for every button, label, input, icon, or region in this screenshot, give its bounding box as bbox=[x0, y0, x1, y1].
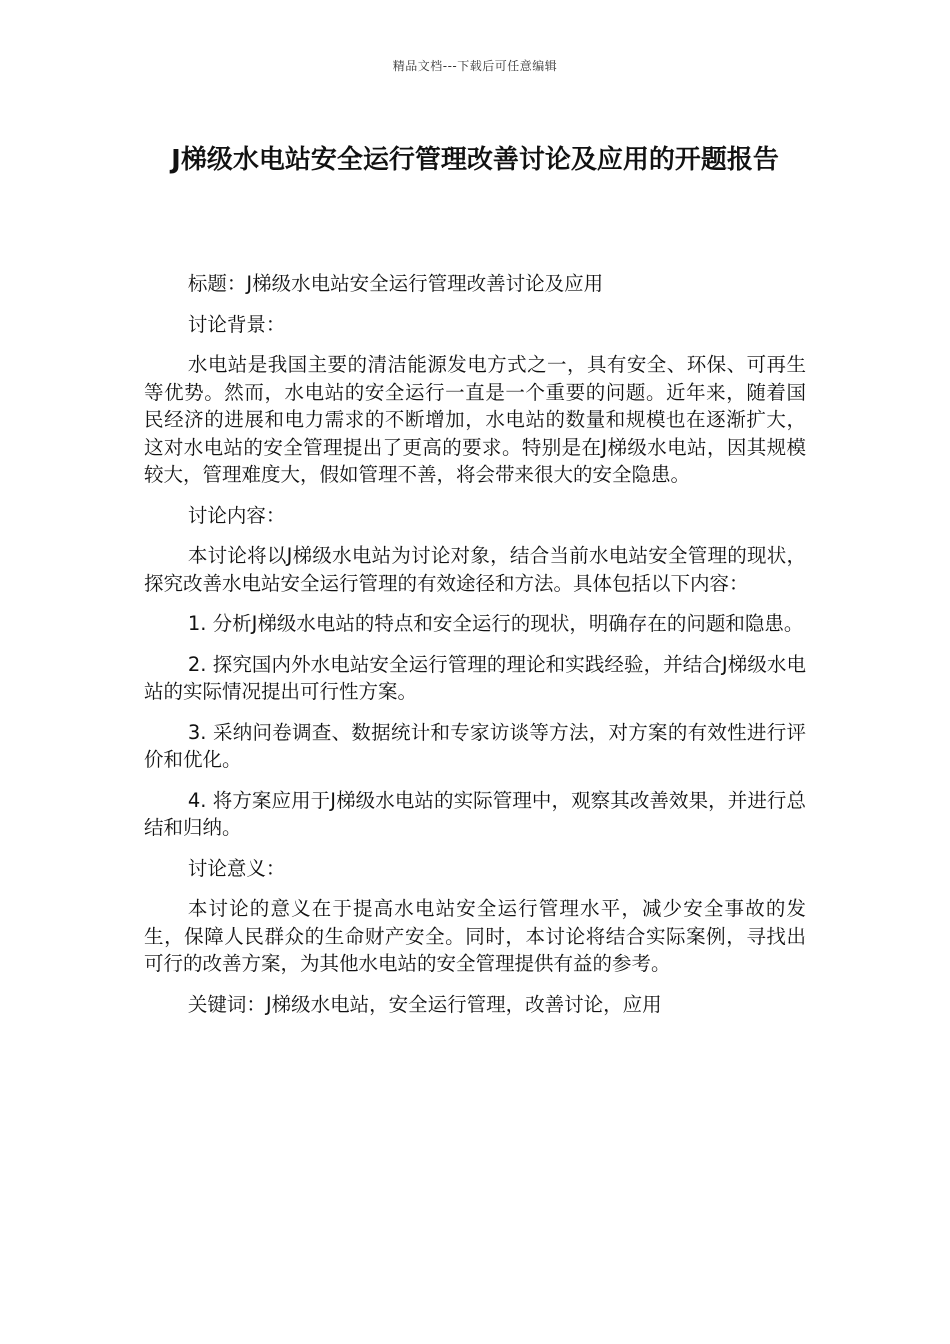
document-body bbox=[144, 270, 806, 1031]
section-heading-content: 讨论内容： bbox=[187, 503, 286, 527]
document-title: J梯级水电站安全运行管理改善讨论及应用的开题报告 bbox=[171, 145, 779, 175]
list-item-3: 3. 采纳问卷调查、数据统计和专家访谈等方法，对方案的有效性进行评价和优化。 bbox=[144, 720, 806, 771]
list-item-1: 1. 分析J梯级水电站的特点和安全运行的现状，明确存在的问题和隐患。 bbox=[187, 612, 804, 635]
paragraph-background: 水电站是我国主要的清洁能源发电方式之一，具有安全、环保、可再生等优势。然而，水电站的安全运行一直是一个重要的问题。近年来，随着国民经济的进展和电力需求的不断增加，水电站的数量和规模也在逐渐扩大，这对水电站的安全管理提出了更高的要求。特别是在J梯级水电站，因其规模较大，管理难度大，假如管理不善，将会带来很大的安全隐患。 bbox=[144, 353, 806, 486]
section-heading-background: 讨论背景： bbox=[187, 312, 286, 336]
list-item-2: 2. 探究国内外水电站安全运行管理的理论和实践经验，并结合J梯级水电站的实际情况提出可行性方案。 bbox=[144, 652, 806, 703]
paragraph-title-line: 标题：J梯级水电站安全运行管理改善讨论及应用 bbox=[187, 272, 604, 295]
section-heading-significance: 讨论意义： bbox=[187, 856, 286, 880]
list-item-4: 4. 将方案应用于J梯级水电站的实际管理中，观察其改善效果，并进行总结和归纳。 bbox=[144, 788, 806, 839]
paragraph-significance: 本讨论的意义在于提高水电站安全运行管理水平，减少安全事故的发生，保障人民群众的生命财产安全。同时，本讨论将结合实际案例，寻找出可行的改善方案，为其他水电站的安全管理提供有益的参考。 bbox=[144, 897, 806, 975]
page-header-note: 精品文档---下载后可任意编辑 bbox=[392, 59, 558, 73]
paragraph-content-intro: 本讨论将以J梯级水电站为讨论对象，结合当前水电站安全管理的现状，探究改善水电站安全运行管理的有效途径和方法。具体包括以下内容： bbox=[144, 544, 806, 595]
paragraph-keywords: 关键词：J梯级水电站，安全运行管理，改善讨论，应用 bbox=[187, 992, 662, 1016]
